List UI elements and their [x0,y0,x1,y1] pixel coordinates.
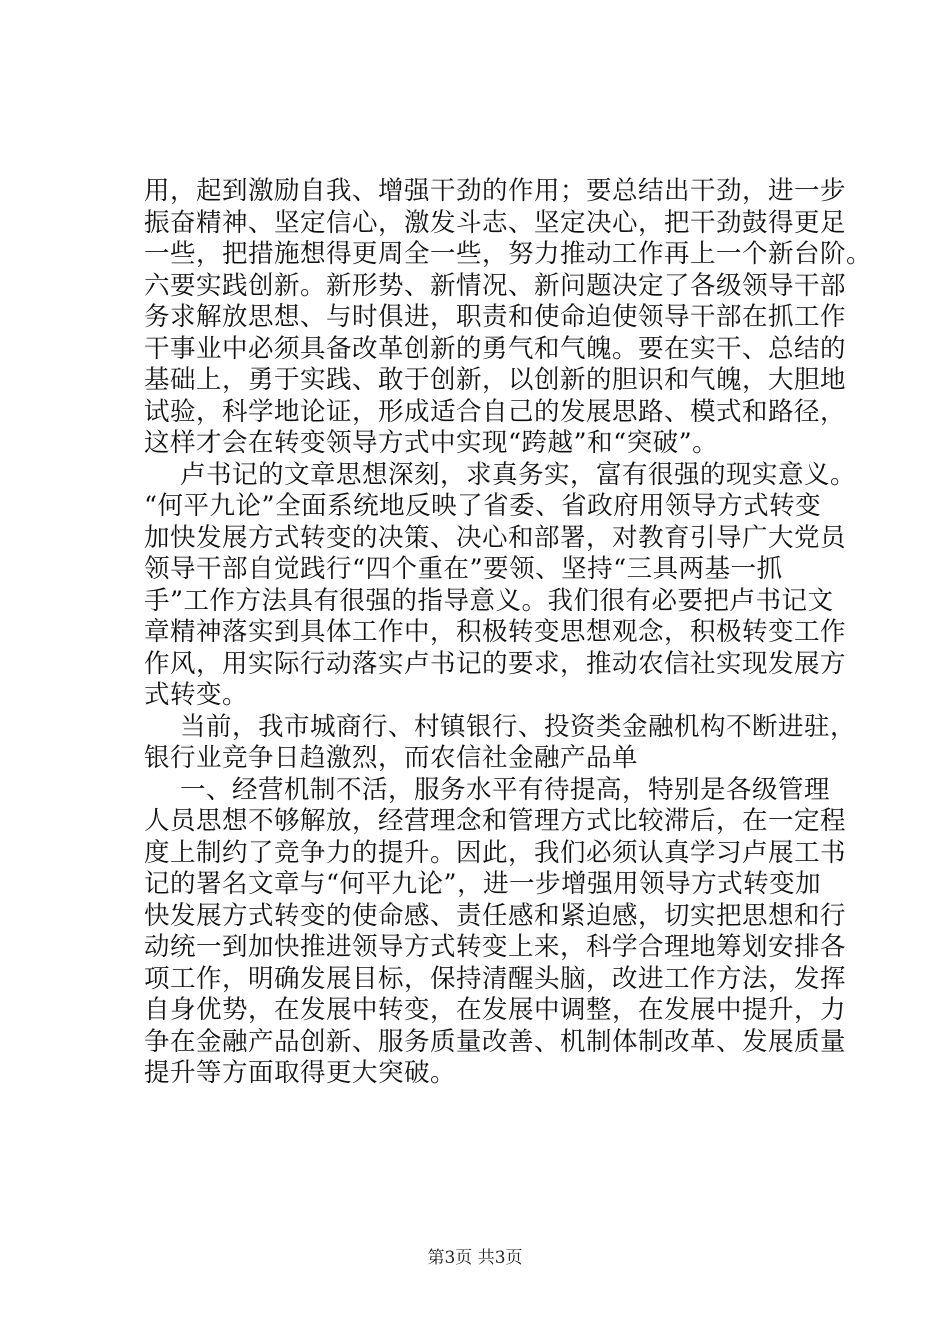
document-body [144,176,873,1090]
text-line: 提升等方面取得更大突破。 [144,1058,457,1088]
paragraph [144,711,857,775]
text-line: 领导干部自觉践行“四个重在”要领、坚持“三具两基一抓 [144,554,783,584]
text-line: 章精神落实到具体工作中，积极转变思想观念，积极转变工作 [144,617,847,647]
paragraph [144,459,857,712]
text-line: 作风，用实际行动落实卢书记的要求，推动农信社实现发展方 [144,648,847,679]
text-line: 式转变。 [144,680,249,710]
text-line: 人员思想不够解放，经营理念和管理方式比较滞后，在一定程 [144,806,847,836]
text-line: 一、经营机制不活，服务水平有待提高，特别是各级管理 [180,774,831,805]
text-line: 手”工作方法具有很强的指导意义。我们很有必要把卢书记文 [144,585,834,616]
text-line: 用，起到激励自我、增强干劲的作用；要总结出干劲，进一步 [144,176,847,206]
text-line: 银行业竞争日趋激烈，而农信社金融产品单 [144,743,639,773]
text-line: 记的署名文章与“何平九论”，进一步增强用领导方式转变加 [144,869,822,899]
page-number-footer: 第3页 共3页 [427,1248,523,1268]
text-line: 当前，我市城商行、村镇银行、投资类金融机构不断进驻， [180,711,857,742]
text-line: 快发展方式转变的使命感、责任感和紧迫感，切实把思想和行 [144,900,847,931]
text-line: 项工作，明确发展目标，保持清醒头脑，改进工作方法，发挥 [144,963,847,994]
paragraph [144,774,847,1090]
text-line: 务求解放思想、与时俱进，职责和使命迫使领导干部在抓工作 [144,302,847,332]
text-line: 干事业中必须具备改革创新的勇气和气魄。要在实干、总结的 [144,333,847,364]
text-line: 六要实践创新。新形势、新情况、新问题决定了各级领导干部 [144,270,847,301]
text-line: 动统一到加快推进领导方式转变上来，科学合理地筹划安排各 [144,932,847,962]
text-line: 一些，把措施想得更周全一些，努力推动工作再上一个新台阶。 [144,239,873,269]
text-line: 这样才会在转变领导方式中实现“跨越”和“突破”。 [144,428,719,458]
text-line: 试验，科学地论证，形成适合自己的发展思路、模式和路径， [144,396,847,427]
text-line: 卢书记的文章思想深刻，求真务实，富有很强的现实意义。 [180,459,857,490]
text-line: 度上制约了竞争力的提升。因此，我们必须认真学习卢展工书 [144,837,847,868]
text-line: 加快发展方式转变的决策、决心和部署，对教育引导广大党员 [144,522,847,553]
text-line: “何平九论”全面系统地反映了省委、省政府用领导方式转变 [144,491,822,521]
text-line: 自身优势，在发展中转变，在发展中调整，在发展中提升，力 [144,995,847,1025]
paragraph [144,176,873,460]
text-line: 振奋精神、坚定信心，激发斗志、坚定决心，把干劲鼓得更足 [144,207,847,238]
text-line: 争在金融产品创新、服务质量改善、机制体制改革、发展质量 [144,1026,847,1057]
text-line: 基础上，勇于实践、敢于创新，以创新的胆识和气魄，大胆地 [144,365,847,395]
